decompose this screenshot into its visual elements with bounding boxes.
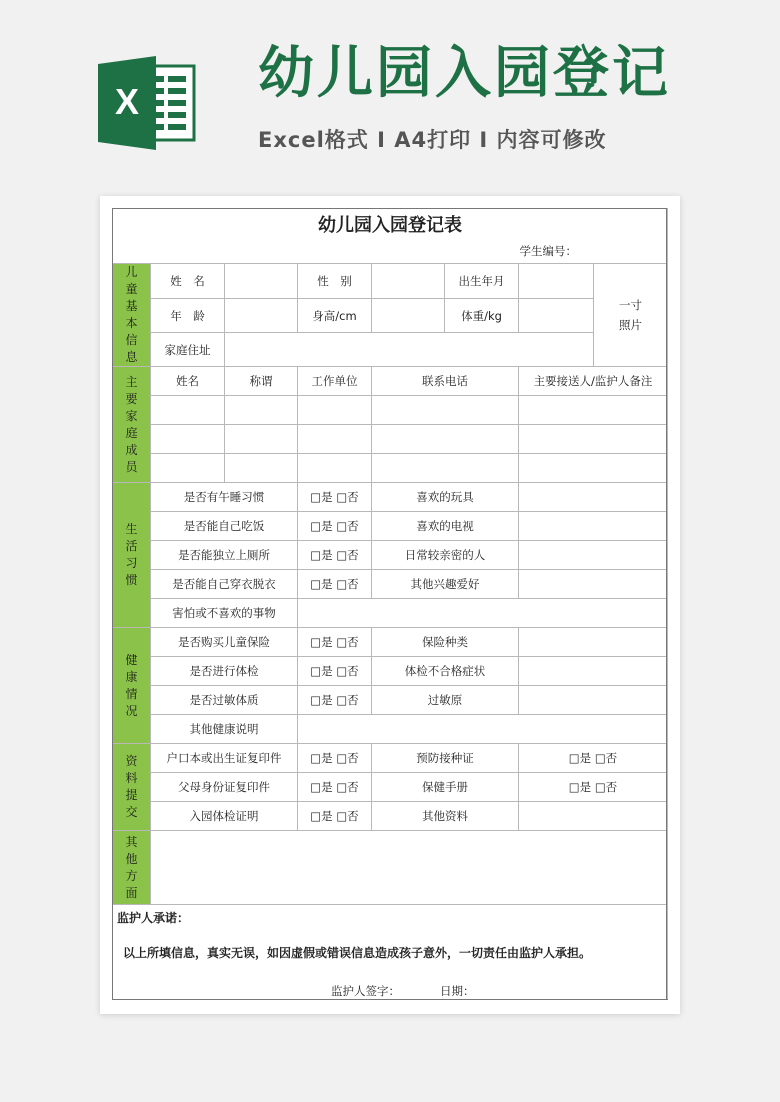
habit-row [113,541,668,570]
family-cell[interactable] [225,396,298,425]
habit-row [113,599,668,628]
habit-key: 其他兴趣爱好 [372,570,519,599]
label-address: 家庭住址 [151,333,225,367]
signature-label[interactable]: 监护人签字： [331,984,400,998]
pledge-heading: 监护人承诺： [117,911,190,925]
family-header-name: 姓名 [151,367,225,396]
health-other-value[interactable] [298,715,668,744]
label-name: 姓 名 [151,264,225,299]
health-row [113,686,668,715]
docs-yes-no[interactable]: □是 □否 [298,802,372,831]
health-question: 是否进行体检 [151,657,298,686]
pledge-signature-line [331,983,667,999]
family-cell[interactable] [225,425,298,454]
health-value[interactable] [519,686,668,715]
family-row [113,454,668,483]
habit-value[interactable] [519,512,668,541]
health-row [113,657,668,686]
habit-question: 是否能独立上厕所 [151,541,298,570]
input-height[interactable] [372,299,445,333]
docs-item-2: 预防接种证 [372,744,519,773]
habit-yes-no[interactable]: □是 □否 [298,512,372,541]
habit-question: 是否能自己穿衣脱衣 [151,570,298,599]
label-gender: 性 别 [298,264,372,299]
photo-label-1: 一寸 [619,298,642,312]
habit-value[interactable] [519,570,668,599]
habit-row [113,512,668,541]
input-gender[interactable] [372,264,445,299]
habit-key: 喜欢的玩具 [372,483,519,512]
family-header-note: 主要接送人/监护人备注 [519,367,668,396]
docs-yes-no-2[interactable]: □是 □否 [519,744,668,773]
habit-question: 是否能自己吃饭 [151,512,298,541]
page-title: 幼儿园入园登记 [258,41,671,106]
section-basic-info: 儿 童 基 本 信 息 [113,264,151,367]
date-label[interactable]: 日期： [440,984,475,998]
logo-letter: X [114,81,140,122]
health-question: 是否过敏体质 [151,686,298,715]
pledge-body: 以上所填信息，真实无误，如因虚假或错误信息造成孩子意外，一切责任由监护人承担。 [123,946,592,960]
docs-item-2: 其他资料 [372,802,519,831]
docs-yes-no-2[interactable]: □是 □否 [519,773,668,802]
family-cell[interactable] [372,454,519,483]
habit-yes-no[interactable]: □是 □否 [298,483,372,512]
family-cell[interactable] [298,396,372,425]
label-weight: 体重/kg [445,299,519,333]
docs-row [113,744,668,773]
family-cell[interactable] [151,454,225,483]
health-row [113,715,668,744]
family-cell[interactable] [151,425,225,454]
family-row [113,425,668,454]
input-weight[interactable] [519,299,594,333]
health-key: 保险种类 [372,628,519,657]
photo-box[interactable] [594,264,668,367]
registration-form [112,208,667,1000]
form-sheet [100,196,680,1014]
docs-item: 父母身份证复印件 [151,773,298,802]
health-value[interactable] [519,657,668,686]
health-question: 是否购买儿童保险 [151,628,298,657]
health-key: 体检不合格症状 [372,657,519,686]
family-cell[interactable] [372,396,519,425]
docs-row [113,802,668,831]
excel-logo-icon [98,56,198,150]
input-address[interactable] [225,333,594,367]
family-cell[interactable] [298,425,372,454]
input-birth[interactable] [519,264,594,299]
health-key: 过敏原 [372,686,519,715]
section-family: 主 要 家 庭 成 员 [113,367,151,483]
health-other-label: 其他健康说明 [151,715,298,744]
family-header-work: 工作单位 [298,367,372,396]
health-row [113,628,668,657]
health-value[interactable] [519,628,668,657]
family-row [113,396,668,425]
registration-table [112,208,668,1000]
habit-value[interactable] [519,483,668,512]
label-age: 年 龄 [151,299,225,333]
section-documents: 资 料 提 交 [113,744,151,831]
family-cell[interactable] [519,396,668,425]
docs-item: 入园体检证明 [151,802,298,831]
section-other: 其 他 方 面 [113,831,151,905]
family-cell[interactable] [519,425,668,454]
section-habits: 生 活 习 惯 [113,483,151,628]
health-yes-no[interactable]: □是 □否 [298,628,372,657]
family-cell[interactable] [151,396,225,425]
family-cell[interactable] [519,454,668,483]
habit-value[interactable] [519,541,668,570]
section-health: 健 康 情 况 [113,628,151,744]
docs-other-value[interactable] [519,802,668,831]
health-yes-no[interactable]: □是 □否 [298,686,372,715]
docs-item-2: 保健手册 [372,773,519,802]
other-value[interactable] [151,831,668,905]
family-header-relation: 称谓 [225,367,298,396]
page-subtitle: Excel格式 I A4打印 I 内容可修改 [258,128,607,152]
habit-row [113,483,668,512]
habit-yes-no[interactable]: □是 □否 [298,570,372,599]
habit-row [113,570,668,599]
guardian-pledge [113,905,668,1000]
docs-yes-no[interactable]: □是 □否 [298,773,372,802]
family-cell[interactable] [225,454,298,483]
family-header-phone: 联系电话 [372,367,519,396]
input-name[interactable] [225,264,298,299]
habit-yes-no[interactable]: □是 □否 [298,541,372,570]
docs-yes-no[interactable]: □是 □否 [298,744,372,773]
family-cell[interactable] [372,425,519,454]
photo-label-2: 照片 [619,318,642,332]
habit-key: 喜欢的电视 [372,512,519,541]
input-age[interactable] [225,299,298,333]
habit-fear-label: 害怕或不喜欢的事物 [151,599,298,628]
docs-item: 户口本或出生证复印件 [151,744,298,773]
family-cell[interactable] [298,454,372,483]
habit-key: 日常较亲密的人 [372,541,519,570]
habit-question: 是否有午睡习惯 [151,483,298,512]
docs-row [113,773,668,802]
label-birth: 出生年月 [445,264,519,299]
form-title: 幼儿园入园登记表 [113,209,668,239]
health-yes-no[interactable]: □是 □否 [298,657,372,686]
student-number-label: 学生编号： [113,239,668,264]
habit-fear-value[interactable] [298,599,668,628]
label-height: 身高/cm [298,299,372,333]
